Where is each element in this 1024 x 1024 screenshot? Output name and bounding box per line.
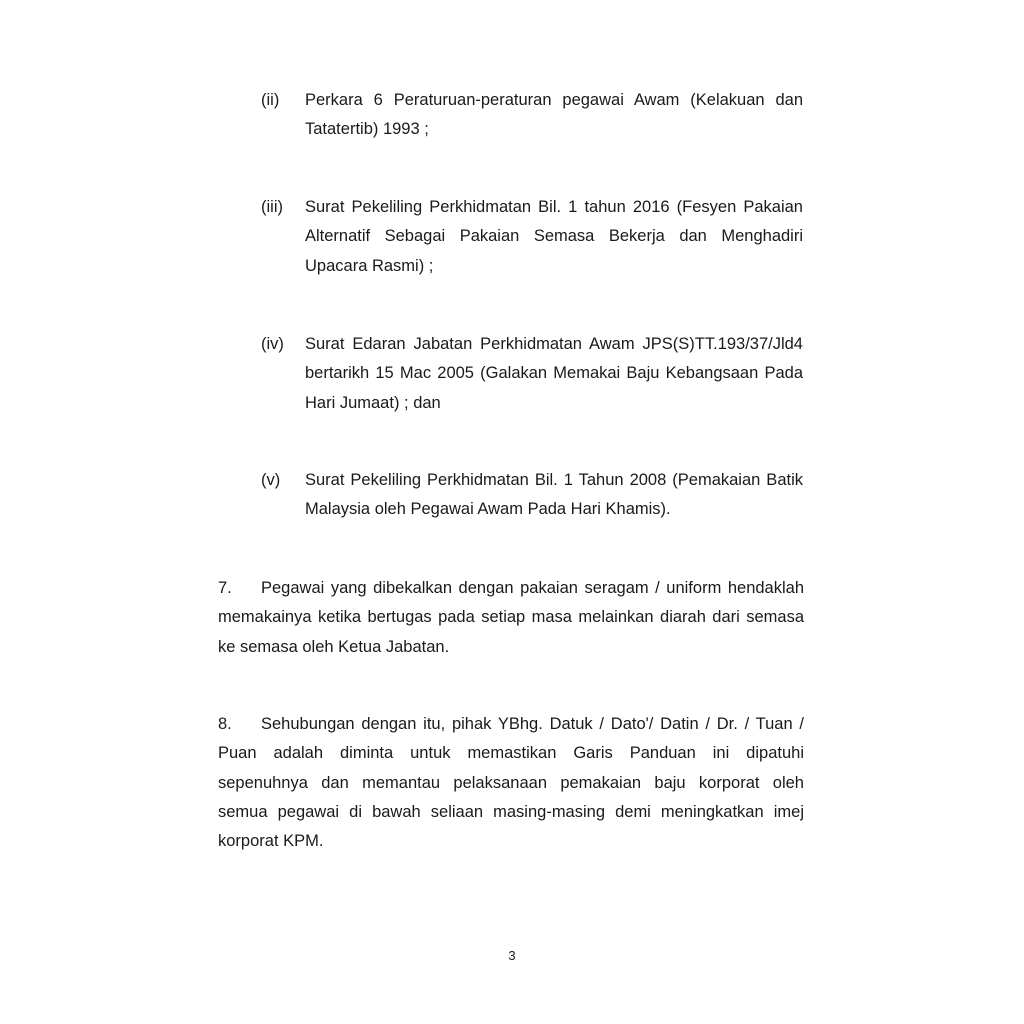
text-line: Alternatif Sebagai Pakaian Semasa Bekerja dan Menghadiri <box>305 227 803 246</box>
paragraph-8 <box>218 710 804 856</box>
text-line: semua pegawai di bawah seliaan masing-masing demi meningkatkan imej <box>218 802 804 821</box>
text-line: sepenuhnya dan memantau pelaksanaan pemakaian baju korporat oleh <box>218 773 804 792</box>
paragraph-number: 8. <box>218 715 232 733</box>
paragraph-first-line: Sehubungan dengan itu, pihak YBhg. Datuk / Dato'/ Datin / Dr. / Tuan / <box>261 715 804 733</box>
text-line: Tatatertib) 1993 ; <box>305 120 429 139</box>
text-line: korporat KPM. <box>218 832 324 851</box>
page-number: 3 <box>508 948 516 963</box>
text-line: Hari Jumaat) ; dan <box>305 393 441 412</box>
list-item-text <box>305 193 803 281</box>
text-line: Surat Pekeliling Perkhidmatan Bil. 1 tahun 2016 (Fesyen Pakaian <box>305 198 803 216</box>
text-line: Malaysia oleh Pegawai Awam Pada Hari Khamis). <box>305 500 671 519</box>
text-line <box>218 710 804 739</box>
list-item-text <box>305 466 803 525</box>
text-line <box>218 574 804 603</box>
list-item-text <box>305 330 803 418</box>
text-line: bertarikh 15 Mac 2005 (Galakan Memakai Baju Kebangsaan Pada <box>305 364 803 383</box>
list-item-number: (iii) <box>261 198 283 216</box>
text-line: Puan adalah diminta untuk memastikan Garis Panduan ini dipatuhi <box>218 744 804 763</box>
text-line: ke semasa oleh Ketua Jabatan. <box>218 637 450 656</box>
list-item-number: (iv) <box>261 335 284 353</box>
text-line: memakainya ketika bertugas pada setiap masa melainkan diarah dari semasa <box>218 608 804 627</box>
text-line: Surat Pekeliling Perkhidmatan Bil. 1 Tahun 2008 (Pemakaian Batik <box>305 471 803 489</box>
list-item-text <box>305 86 803 145</box>
paragraph-first-line: Pegawai yang dibekalkan dengan pakaian seragam / uniform hendaklah <box>261 579 804 597</box>
paragraph-number: 7. <box>218 579 232 597</box>
list-item-number: (v) <box>261 471 281 489</box>
text-line: Surat Edaran Jabatan Perkhidmatan Awam JPS(S)TT.193/37/Jld4 <box>305 335 803 353</box>
text-line: Upacara Rasmi) ; <box>305 256 434 275</box>
list-item-number: (ii) <box>261 91 280 109</box>
text-line: Perkara 6 Peraturuan-peraturan pegawai Awam (Kelakuan dan <box>305 91 803 109</box>
paragraph-7 <box>218 574 804 662</box>
